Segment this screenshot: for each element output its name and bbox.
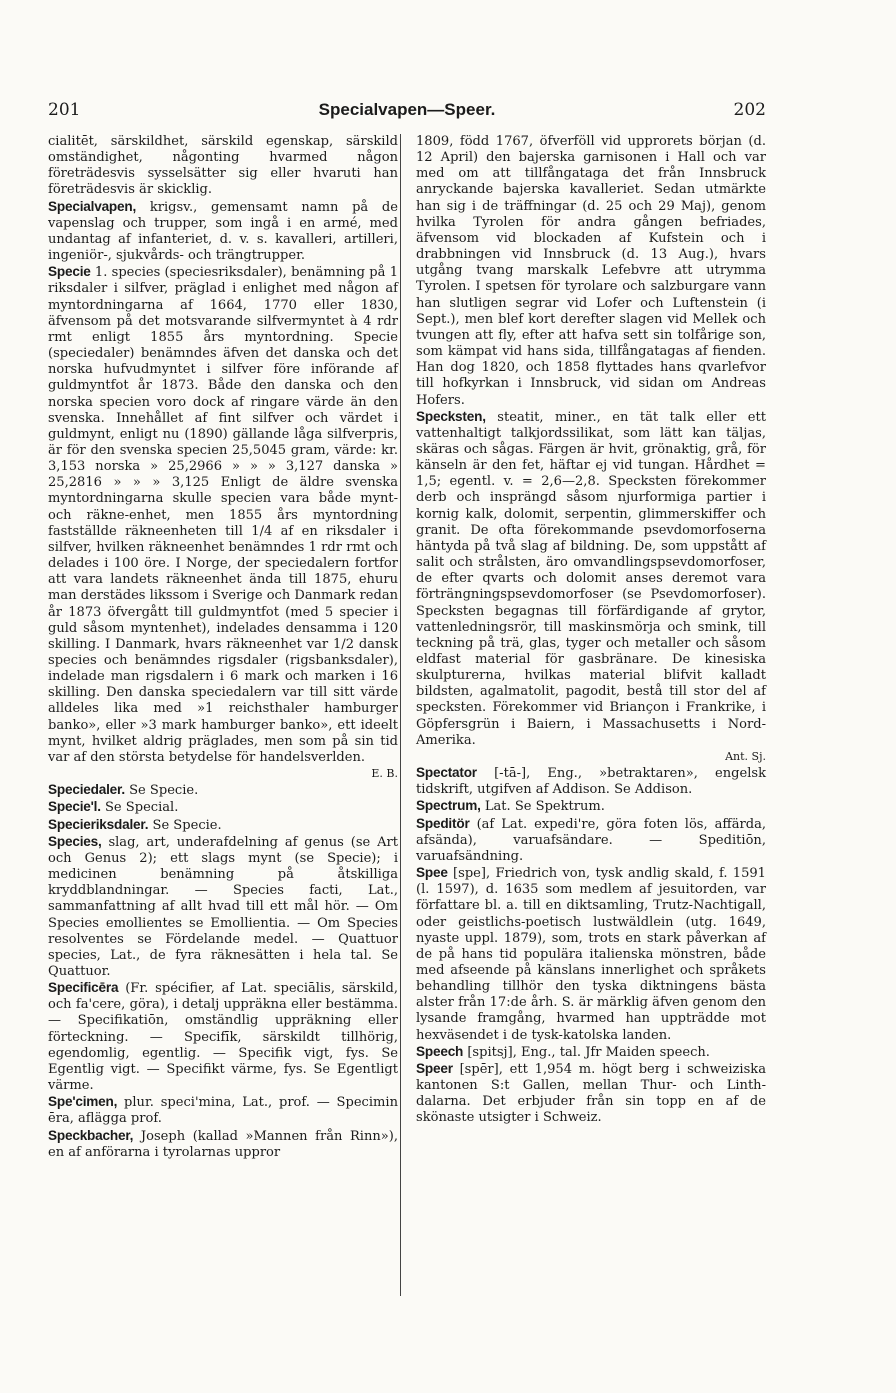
entry-text: Joseph (kallad »Mannen från Rinn»), en af anförarna i tyrolarnas uppror: [48, 1128, 398, 1160]
entry-text: slag, art, underafdelning af genus (se Art och Genus 2); ett slags mynt (se Specie); i medicinen benämning på åtskilliga kryddblandningar. — Species facti, Lat., sammanfattning af allt hvad till ett mål hör. — Om Species emollientes se Emollientia. — Om Species resolventes se Fördelande medel. — Quattuor species, Lat., de fyra räknesätten i hela tal. Se Quattuor.: [48, 834, 398, 979]
entry-headword: Spectrum,: [416, 798, 481, 814]
entry-headword: Spectator: [416, 765, 477, 781]
entry-headword: Spee: [416, 865, 448, 881]
entry-headword: Speech: [416, 1043, 464, 1059]
page-number-left: 201: [48, 100, 81, 120]
entry: [416, 765, 766, 798]
column-divider: [400, 134, 401, 1296]
entry-headword: Spe'cimen,: [48, 1094, 118, 1110]
entry: [416, 816, 766, 865]
entry-text: 1. species (speciesriksdaler), benämning på 1 riksdaler i silfver, präglad i enlighet med någon af myntordningarna af 1664, 1770 eller 1830, äfvensom på det motsvarande silfvermyntet à 4 rdr rmt enligt 1855 års myntordning. Specie (speciedaler) benämndes äfven det danska och det norska hufvudmyntet i silfver före införande af guldmyntfot år 1873. Både den danska och den norska specien voro dock af ringare värde än den svenska. Innehållet af fint silfver och värdet i guldmynt, enligt nu (1890) gällande låga silfverpris, är för den svenska specien 25,5045 gram, värde: kr. 3,153 norska » 25,2966 » » » 3,127 danska » 25,2816 » » » 3,125 Enligt de äldre svenska myntordningarna skulle specien vara både mynt- och räkne-enhet, men 1855 års myntordning fastställde räkneenheten till 1/4 af en riksdaler i silfver, hvilken räkneenhet benämndes 1 rdr rmt och delades i 100 öre. I Norge, der speciedalern fortfor att vara landets räkneenhet ända till 1875, ehuru man derstädes likssom i Sverige och Danmark redan år 1873 öfvergått till guldmyntfot (med 5 specier i guld såsom myntenhet), indelades densamma i 120 skilling. I Danmark, hvars räkneenhet var 1/2 dansk species och benämndes rigsdaler (rigsbanksdaler), indelade man rigsdalern i 6 mark och marken i 16 skilling. Den danska speciedalern var till sitt värde alldeles lika med »1 reichsthaler hamburger banko», eller »3 mark hamburger banko», ett ideelt mynt, hvilket aldrig präglades, men som på sin tid var af den största betydelse för handelsverlden.: [48, 265, 398, 765]
entry: [48, 817, 398, 834]
right-column: [416, 134, 766, 1127]
entry-text: steatit, miner., en tät talk eller ett vattenhaltigt talkjordssilikat, som lätt kan täljas, skäras och sågas. Färgen är hvit, grönaktig, grå, för känseln är den fet, häftar ej vid tungan. Hårdhet = 1,5; egentl. v. = 2,6—2,8. Specksten förekommer derb och insprängd såsom njurformiga partier i kornig kalk, dolomit, serpentin, glimmerskiffer och granit. De ofta förekommande psevdomorfoserna häntyda på två slag af bildning. De, som uppstått af salit och strålsten, äro omvandlingspsevdomorfoser, de efter qvarts och dolomit anses deremot vara förträngningspsevdomorfoser (se Psevdomorfoser). Specksten begagnas till förfärdigande af grytor, vattenledningsrör, till maskinsmörja och smink, till teckning på trä, glas, tyger och metaller och såsom eldfast material för gasbränare. De kinesiska skulpturerna, hvilkas material blifvit kalladt bildsten, agalmatolit, pagodit, bestå till stor del af specksten. Förekommer vid Briançon i Frankrike, i Göpfersgrün i Baiern, i Massachusetts i Nord-Amerika.: [416, 409, 766, 748]
entry-headword: Speckbacher,: [48, 1127, 134, 1143]
entry: [416, 1061, 766, 1127]
entry-text: [spe], Friedrich von, tysk andlig skald, f. 1591 (l. 1597), d. 1635 som medlem af jesuitorden, var författare bl. a. till en diktsamling, Trutz-Nachtigall, oder geistlichs-poetisch lustwäldlein (utg. 1649, nyaste uppl. 1879), som, trots en stark påverkan af de på hans tid populära italienska mönstren, både med afseende på känslans innerlighet och språkets behandling tillhör den tyska diktningens bästa alster från 17:de årh. S. är märklig äfven genom den lysande framgång, hvarmed han uppträdde mot hexväsendet i de tysk-katolska landen.: [416, 866, 766, 1043]
entry: [48, 199, 398, 265]
entry: [416, 865, 766, 1044]
entry-text: Se Specie.: [152, 817, 222, 833]
entry: [48, 799, 398, 816]
entry-text: 1809, född 1767, öfverföll vid upprorets början (d. 12 April) den bajerska garnisonen i Hall och var med om att tillfångataga det från Innsbruck anryckande bajerska kavalleriet. Sedan utmärkte han sig i de träffningar (d. 25 och 29 Maj), genom hvilka Tyrolen för andra gången befriades, äfvensom vid blockaden af Kufstein och i drabbningen vid Innsbruck (d. 13 Aug.), hvars utgång tvang marskalk Lefebvre att utrymma Tyrolen. I spetsen för tyrolare och salzburgare vann han slutligen segrar vid Lofer och Luftenstein (i Sept.), men blef kort derefter slagen vid Mellek och tvungen att fly, efter att hafva sett sin tolfårige son, som kämpat vid hans sida, tillfångatagas af fienden. Han dog 1820, och 1858 flyttades hans qvarlefvor till hofkyrkan i Innsbruck, vid sidan om Andreas Hofers.: [416, 134, 766, 408]
entry-headword: Specie: [48, 264, 91, 280]
entry-headword: Speer: [416, 1060, 453, 1076]
entry: [48, 834, 398, 980]
entry-headword: Species,: [48, 833, 102, 849]
entry-text: cialitēt, särskildhet, särskild egenskap, särskild omständighet, någonting hvarmed någon företrädesvis sysselsätter sig eller hvaruti han företrädesvis är skicklig.: [48, 134, 398, 198]
entry: [48, 1128, 398, 1161]
entry-text: krigsv., gemensamt namn på de vapenslag och trupper, som ingå i en armé, med undantag af infanteriet, d. v. s. kavalleri, artilleri, ingeniör-, sjukvårds- och trängtrupper.: [48, 199, 398, 264]
entry-headword: Speditör: [416, 815, 470, 831]
entry: [48, 1094, 398, 1127]
entry: [416, 798, 766, 815]
entry-headword: Speciedaler.: [48, 782, 125, 798]
page-number-right: 202: [733, 100, 766, 120]
entry-text: (Fr. spécifier, af Lat. speciālis, särskild, och fa'cere, göra), i detalj uppräkna eller bestämma. — Specifikatiōn, omständlig uppräkning eller förteckning. — Specifīk, särskildt tillhörig, egendomlig, egentlig. — Specifik vigt, fys. Se Egentlig vigt. — Specifikt värme, fys. Se Egentligt värme.: [48, 981, 398, 1094]
entry-headword: Specieriksdaler.: [48, 816, 149, 832]
left-column: [48, 134, 398, 1161]
entry-text: Lat. Se Spektrum.: [484, 799, 605, 815]
entry-headword: Specialvapen,: [48, 198, 137, 214]
entry-headword: Specksten,: [416, 408, 486, 424]
entry-text: [spēr], ett 1,954 m. högt berg i schweiziska kantonen S:t Gallen, mellan Thur- och Linth-dalarna. Det erbjuder från sin topp en af de skönaste utsigter i Schweiz.: [416, 1061, 766, 1126]
signature: Ant. Sj.: [725, 749, 766, 763]
entry-text: plur. speci'mina, Lat., prof. — Specimin ēra, aflägga prof.: [48, 1095, 398, 1127]
signature: E. B.: [371, 767, 398, 781]
entry-headword: Specificēra: [48, 980, 119, 996]
entry: [416, 409, 766, 749]
entry-text: Se Special.: [104, 800, 179, 816]
entry-text: (af Lat. expedi're, göra foten lös, affärda, afsända), varuafsändare. — Speditiōn, varuafsändning.: [416, 816, 766, 864]
entry: [416, 1044, 766, 1061]
entry-text: [spitsj], Eng., tal. Jfr Maiden speech.: [467, 1044, 710, 1060]
entry: [48, 980, 398, 1094]
entry-headword: Specie'l.: [48, 799, 101, 815]
entry: [416, 134, 766, 409]
page-header: [48, 94, 766, 124]
entry-text: [-tā-], Eng., »betraktaren», engelsk tidskrift, utgifven af Addison. Se Addison.: [416, 766, 766, 798]
entry-text: Se Specie.: [129, 783, 199, 799]
running-title: Specialvapen—Speer.: [318, 100, 496, 119]
entry: [48, 264, 398, 766]
entry: [48, 134, 398, 199]
entry: [48, 782, 398, 799]
